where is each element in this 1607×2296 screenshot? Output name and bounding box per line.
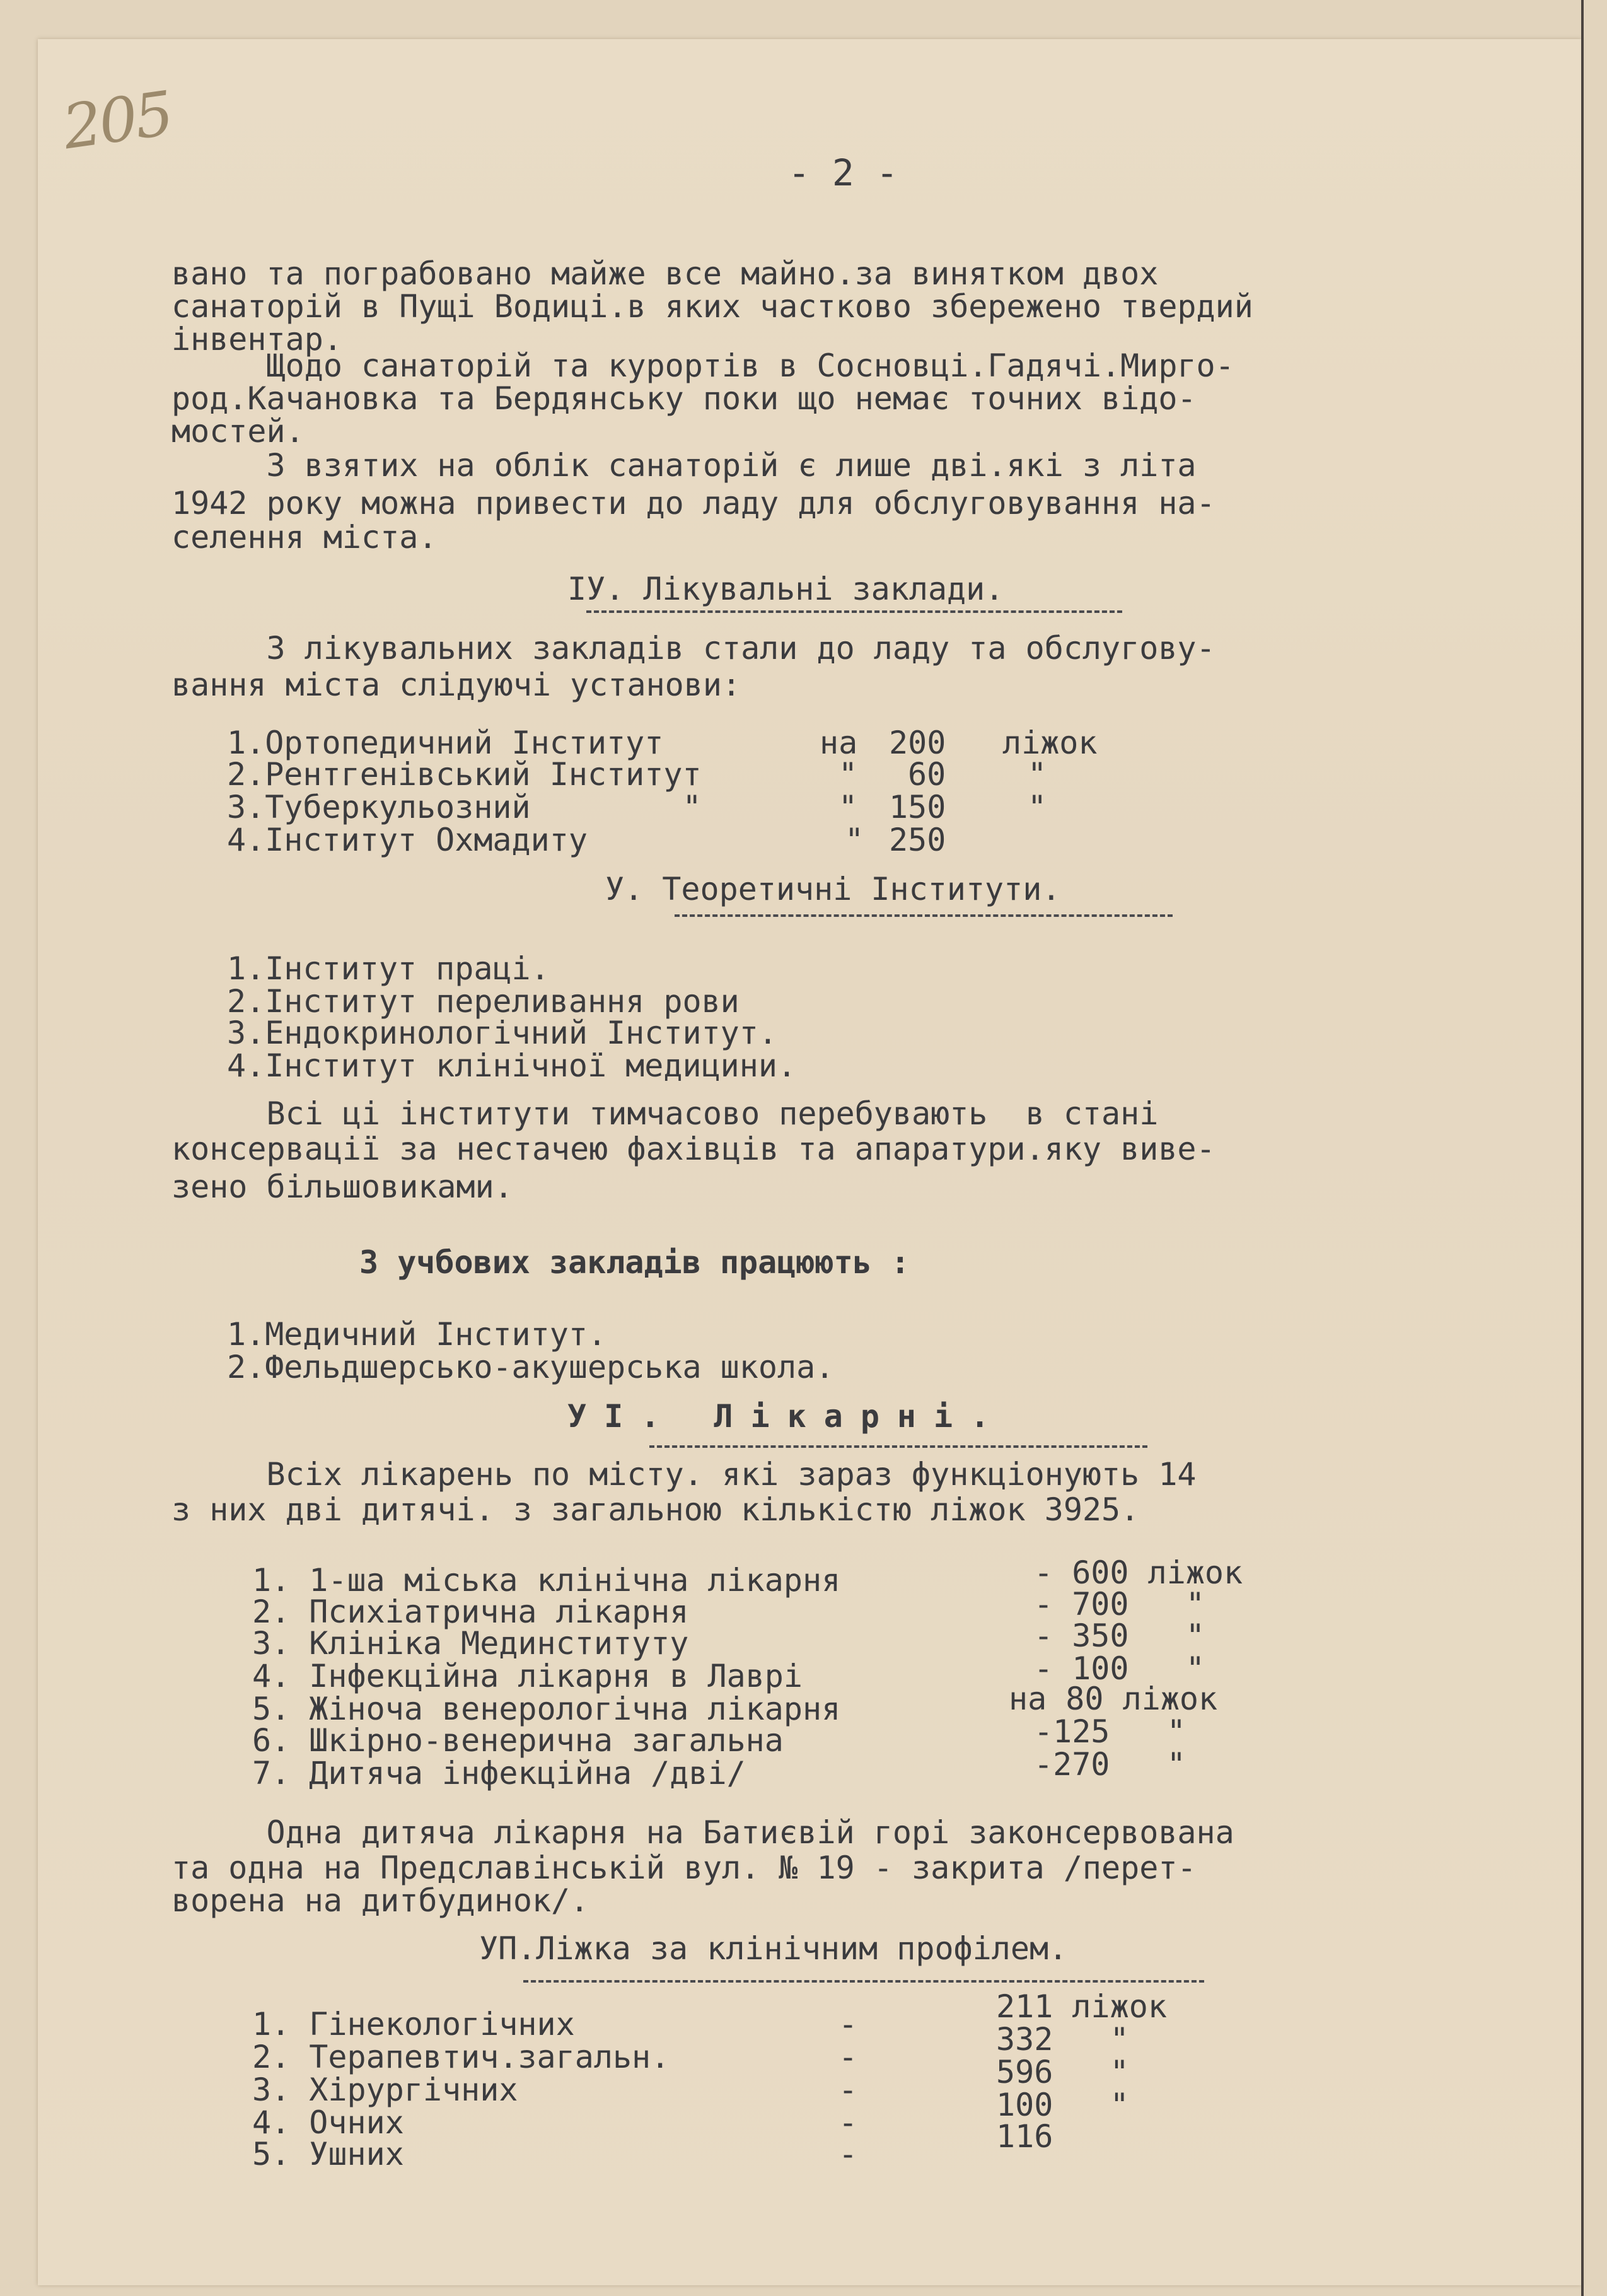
hospital-name: 6. Шкірно-венерична загальна bbox=[252, 1722, 784, 1759]
profile-name: 2. Терапевтич.загальн. bbox=[252, 2039, 670, 2075]
heading-underline bbox=[586, 610, 1122, 613]
intro-line: інвентар. bbox=[171, 321, 342, 358]
intro-line: Щодо санаторій та курортів в Сосновці.Гадячі.Миргo- bbox=[171, 347, 1234, 384]
bed-count: 150 bbox=[889, 789, 946, 825]
profile-beds: 116 bbox=[996, 2118, 1053, 2155]
institute-prefix: " bbox=[838, 756, 858, 793]
profile-dash: - bbox=[838, 2039, 858, 2075]
bed-unit: ліжок bbox=[1002, 725, 1098, 761]
hospital-name: 2. Психіатрична лікарня bbox=[252, 1594, 689, 1630]
section-intro-line: Всіх лікарень по місту. які зараз функціонують 14 bbox=[171, 1456, 1197, 1493]
hospital-name: 7. Дитяча інфекційна /дві/ bbox=[252, 1755, 746, 1792]
bed-unit: " bbox=[1028, 789, 1047, 825]
section-heading: У. Теоретичні Інститути. bbox=[605, 871, 1061, 907]
hospital-beds: - 600 ліжок bbox=[1034, 1554, 1243, 1591]
paragraph-line: та одна на Предславінській вул. № 19 - закрита /перет- bbox=[171, 1850, 1197, 1886]
education-item: 1.Медичний Інститут. bbox=[227, 1316, 607, 1353]
hospital-name: 4. Інфекційна лікарня в Лаврі bbox=[252, 1658, 803, 1694]
profile-beds: 100 " bbox=[996, 2087, 1129, 2123]
intro-line: санаторій в Пущі Водиці.в яких частково збережено твердий bbox=[171, 288, 1253, 325]
profile-name: 1. Гінекологічних bbox=[252, 2006, 575, 2043]
institute-item: 3.Ендокринологічний Інститут. bbox=[227, 1015, 777, 1051]
paragraph-line: консервації за нестачею фахівців та апаратури.яку виве- bbox=[171, 1131, 1215, 1167]
heading-underline bbox=[675, 914, 1173, 917]
bed-unit: " bbox=[1028, 756, 1047, 793]
paragraph-line: ворена на дитбудинок/. bbox=[171, 1882, 589, 1919]
section-intro-line: З лікувальних закладів стали до ладу та обслугову- bbox=[171, 630, 1215, 667]
bed-count: 250 bbox=[889, 822, 946, 858]
section-heading: IУ. Лікувальні заклади. bbox=[567, 571, 1004, 607]
hospital-beds: - 350 " bbox=[1034, 1617, 1205, 1654]
heading-underline bbox=[523, 1980, 1204, 1983]
hospital-beds: -270 " bbox=[1034, 1746, 1186, 1783]
institute-prefix: " bbox=[838, 789, 858, 825]
hospital-beds: -125 " bbox=[1034, 1713, 1186, 1750]
section-heading: З учбових закладів працюють : bbox=[359, 1244, 910, 1281]
section-intro-line: з них дві дитячі. з загальною кількістю ліжок 3925. bbox=[171, 1491, 1140, 1528]
profile-beds: 211 ліжок bbox=[996, 1988, 1167, 2025]
intro-line: селення міста. bbox=[171, 519, 438, 556]
paragraph-line: Всі ці інститути тимчасово перебувають в стані bbox=[171, 1095, 1159, 1132]
profile-beds: 596 " bbox=[996, 2054, 1129, 2090]
section-heading: УП.Ліжка за клінічним профілем. bbox=[479, 1930, 1068, 1967]
hospital-name: 5. Жіноча венерологічна лікарня bbox=[252, 1691, 841, 1727]
section-intro-line: вання міста слідуючі установи: bbox=[171, 667, 741, 703]
profile-dash: - bbox=[838, 2104, 858, 2141]
scan-edge bbox=[1581, 0, 1584, 2296]
education-item: 2.Фельдшерсько-акушерська школа. bbox=[227, 1349, 835, 1385]
institute-item: 1.Інститут праці. bbox=[227, 950, 550, 987]
institute-item: 4.Інститут клінічної медицини. bbox=[227, 1047, 797, 1084]
institute-item: 2.Інститут переливання рови bbox=[227, 983, 740, 1020]
profile-dash: - bbox=[838, 2136, 858, 2172]
bed-count: 200 bbox=[889, 725, 946, 761]
hospital-name: 1. 1-ша міська клінічна лікарня bbox=[252, 1562, 841, 1599]
intro-line: мостей. bbox=[171, 413, 305, 450]
heading-underline bbox=[649, 1445, 1147, 1448]
section-heading: УІ. Лікарні. bbox=[567, 1398, 1007, 1435]
profile-name: 3. Хірургічних bbox=[252, 2072, 518, 2108]
institute-prefix: на bbox=[820, 725, 858, 761]
bed-count: 60 bbox=[908, 756, 946, 793]
institute-name: 3.Туберкульозний " bbox=[227, 789, 702, 825]
profile-name: 4. Очних bbox=[252, 2104, 404, 2141]
profile-dash: - bbox=[838, 2006, 858, 2043]
intro-line: род.Качановка та Бердянську поки що немає точних відо- bbox=[171, 380, 1197, 417]
paragraph-line: Одна дитяча лікарня на Батиєвій горі законсервована bbox=[171, 1814, 1234, 1851]
profile-name: 5. Ушних bbox=[252, 2136, 404, 2172]
intro-line: 1942 року можна привести до ладу для обслуговування на- bbox=[171, 485, 1215, 522]
institute-name: 2.Рентгенівський Інститут bbox=[227, 756, 702, 793]
hospital-beds: - 100 " bbox=[1034, 1650, 1205, 1687]
institute-prefix: " bbox=[845, 822, 864, 858]
page-number: - 2 - bbox=[788, 151, 898, 194]
hospital-beds: на 80 ліжок bbox=[1009, 1681, 1218, 1717]
profile-beds: 332 " bbox=[996, 2021, 1129, 2058]
institute-name: 4.Інститут Охмадиту bbox=[227, 822, 588, 858]
hospital-beds: - 700 " bbox=[1034, 1586, 1205, 1623]
profile-dash: - bbox=[838, 2072, 858, 2108]
paragraph-line: зено більшовиками. bbox=[171, 1168, 513, 1205]
hospital-name: 3. Клініка Мединституту bbox=[252, 1625, 689, 1662]
intro-line: вано та пограбовано майже все майно.за винятком двох bbox=[171, 255, 1159, 292]
institute-name: 1.Ортопедичний Інститут bbox=[227, 725, 664, 761]
handwritten-folio: 205 bbox=[59, 78, 176, 163]
intro-line: З взятих на облік санаторій є лише дві.які з літа bbox=[171, 447, 1197, 484]
